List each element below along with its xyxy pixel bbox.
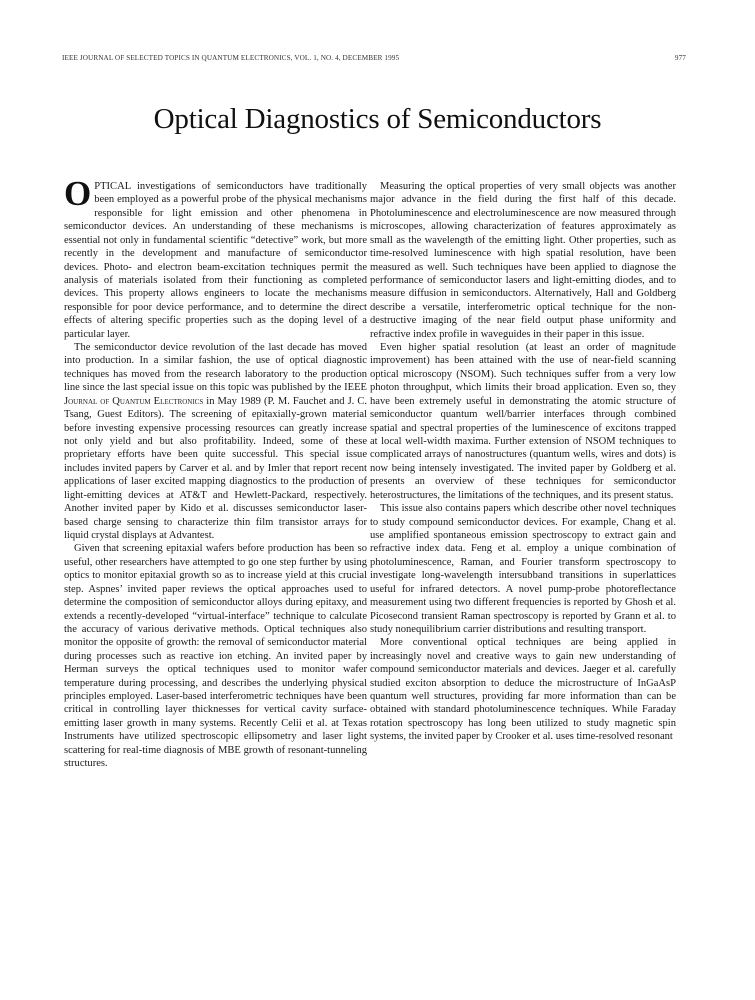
- left-column: [64, 174, 368, 771]
- paragraph-novel-techniques: This issue also contains papers which describe other novel techniques to study compound semiconductor devices. For example, Chang et al. use amplified spontaneous emission spectroscopy to extract gain and refractive index data. Feng et al. employ a unique combination of photoluminescence, Raman, and Fourier transform spectroscopy to investigate long-wavelength intersubband transitions in superlattices useful for infrared detectors. A novel pump-probe photoreflectance measurement using two different frequencies is reported by Ghosh et al. Picosecond transient Raman spectroscopy is reported by Grann et al. to study nonequilibrium carrier distributions and resulting transport.: [370, 503, 676, 635]
- paragraph-conventional-techniques: More conventional optical techniques are being applied in increasingly novel and creative ways to gain new understanding of compound semiconductor materials and devices. Jaeger et al. carefully studied exciton absorption to deduce the microstructure of InGaAsP quantum well structures, providing far more information than can be obtained with standard photoluminescence techniques. While Faraday rotation spectroscopy has long been utilized to study magnetic spin systems, the invited paper by Crooker et al. uses time-resolved resonant: [370, 637, 676, 743]
- paragraph-intro: [64, 174, 367, 341]
- paragraph-epitaxy: Given that screening epitaxial wafers before production has been so useful, other researchers have attempted to go one step further by using optics to monitor epitaxial growth so as to increase yield at this crucial step. Aspnes’ invited paper reviews the optical approaches used to determine the composition of semiconductor alloys during epitaxy, and extends a recently-developed “virtual-interface” technique to calculate the accuracy of various derivative methods. Optical techniques also monitor the opposite of growth: the removal of semiconductor material during processes such as reactive ion etching. An invited paper by Herman surveys the optical techniques used to monitor wafer temperature during processing, and describes the underlying physical principles employed. Laser-based interferometric techniques have been critical in controlling layer thicknesses for vertical cavity surface-emitting laser growth in many systems. Recently Celii et al. at Texas Instruments have utilized spectroscopic ellipsometry and laser light scattering for real-time diagnosis of MBE growth of resonant-tunneling structures.: [64, 543, 367, 770]
- paragraph-text: The semiconductor device revolution of the last decade has moved into production. In a similar fashion, the use of optical diagnostic techniques has moved from the research laboratory to the production line since the last special issue on this topic was published by the IEEE: [64, 342, 367, 394]
- running-header: [62, 54, 686, 66]
- drop-cap: O: [64, 174, 92, 213]
- paragraph-small-objects: Measuring the optical properties of very small objects was another major advance in the field during the first half of this decade. Photoluminescence and electroluminescence are now measured through microscopes, allowing characterization of features approximately as small as the wavelength of the emitting light. Other properties, such as time-resolved luminescence with high spatial resolution, have been measured as well. Such techniques have been applied to diagnose the performance of semiconductor lasers and light-emitting diodes, and to measure diffusion in semiconductors. Alternatively, Hall and Goldberg describe a versatile, interferometric optical technique for the non-destructive imaging of the near field output phase uniformity and refractive index profile in waveguides in their paper in this issue.: [370, 181, 676, 340]
- page-number: 977: [674, 54, 686, 62]
- paragraph-text: PTICAL investigations of semiconductors have traditionally been employed as a powerful probe of the physical mechanisms responsible for light emission and other phenomena in semiconductor devices. An understanding of these mechanisms is essential not only in fundamental scientific “detective” work, but more recently in the development and manufacture of semiconductor devices. Photo- and electron beam-excitation techniques permit the analysis of materials isolated from their functioning as completed devices. This property allows engineers to locate the mechanisms responsible for poor device performance, and to determine the direct effects of altering specific properties such as the doping level of a particular layer.: [64, 181, 367, 340]
- paragraph-nsom: Even higher spatial resolution (at least an order of magnitude improvement) has been attained with the use of near-field scanning optical microscopy (NSOM). Such techniques suffer from a very low photon throughput, which limits their broad application. Even so, they have been extremely useful in demonstrating the atomic structure of semiconductor quantum well/barrier interfaces through combined spatial and spectral properties of the luminescence of excitons trapped at local well-width maxima. Further extension of NSOM techniques to complicated arrays of nanostructures (quantum wells, wires and dots) is now being intensely investigated. The invited paper by Goldberg et al. presents an overview of these techniques for semiconductor heterostructures, the limitations of the techniques, and its present status.: [370, 342, 676, 501]
- paragraph-production: [64, 341, 367, 542]
- journal-citation: IEEE JOURNAL OF SELECTED TOPICS IN QUANTUM ELECTRONICS, VOL. 1, NO. 4, DECEMBER 1995: [62, 54, 400, 62]
- article-title: Optical Diagnostics of Semiconductors: [153, 103, 602, 136]
- journal-name: Journal of Quantum Electronics: [64, 395, 204, 407]
- right-column: [370, 180, 676, 744]
- paragraph-text: in May 1989 (P. M. Fauchet and J. C. Tsang, Guest Editors). The screening of epitaxially-grown material before investing expensive processing resources can greatly increase not only yield and but also profitability. Indeed, some of these proprietary efforts have been quite successful. This special issue includes invited papers by Carver et al. and by Imler that report recent applications of laser excited mapping diagnostics to the production of light-emitting devices at AT&T and Hewlett-Packard, respectively. Another invited paper by Kido et al. discusses semiconductor laser-based charge sensing to characterize thin film transistor arrays for liquid crystal displays at Advantest.: [64, 395, 368, 541]
